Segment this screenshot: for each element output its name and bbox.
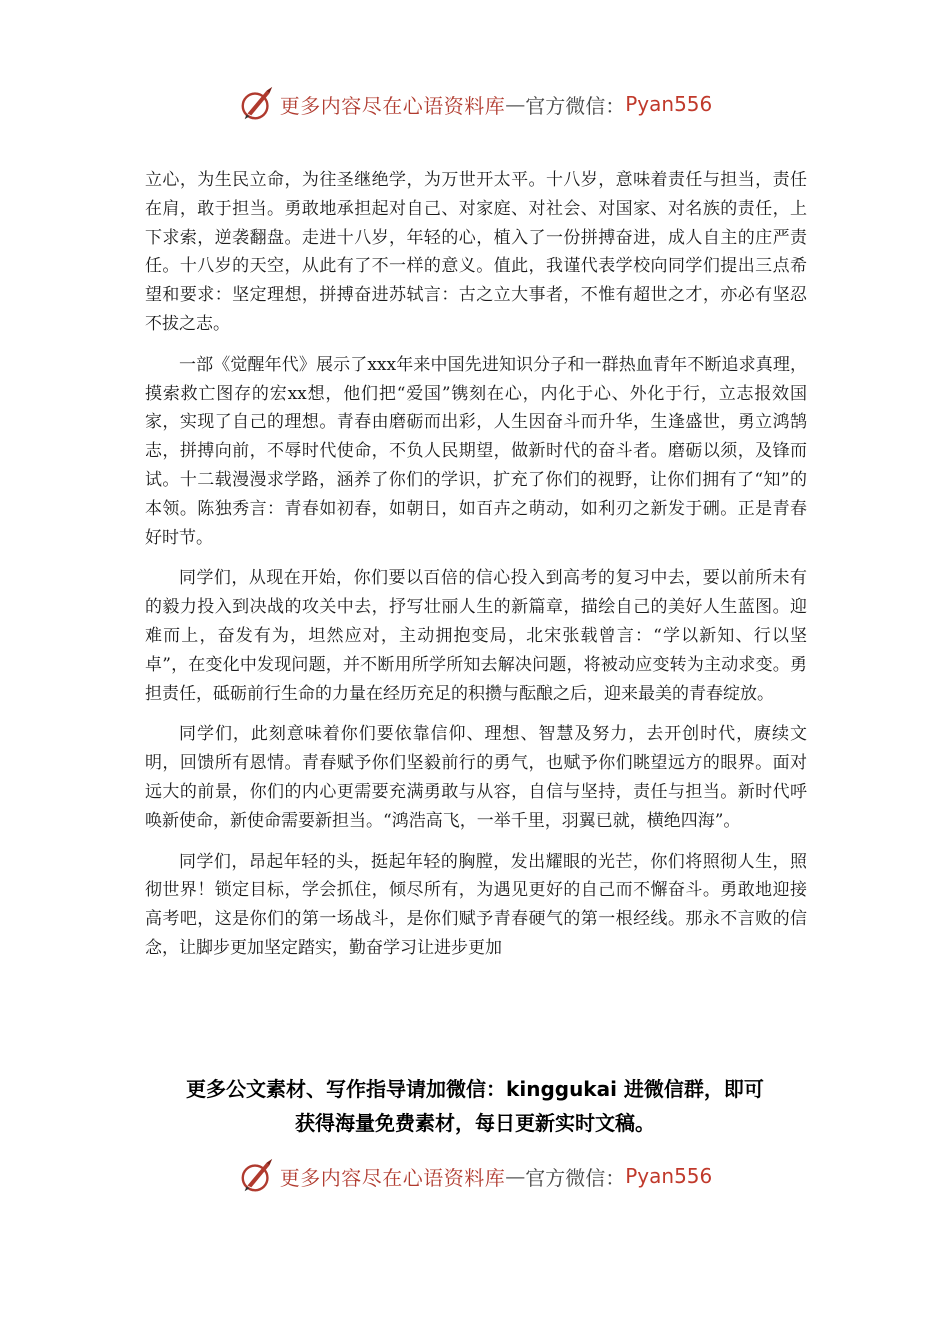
promo-line-1: 更多公文素材、写作指导请加微信：kinggukai 进微信群，即可 (186, 1077, 764, 1101)
paragraph-3: 同学们，从现在开始，你们要以百倍的信心投入到高考的复习中去，要以前所未有的毅力投入到决战的攻关中去，抒写壮丽人生的新篇章，描绘自己的美好人生蓝图。迎难而上，奋发有为，坦然应对，主动拥抱变局，北宋张载曾言：“学以新知、行以坚卓”，在变化中发现问题，并不断用所学所知去解决问题，将被动应变转为主动求变。勇担责任，砥砺前行生命的力量在经历充足的积攒与酝酿之后，迎来最美的青春绽放。 (145, 568, 807, 704)
wechat-id: Pyan556 (625, 1164, 713, 1188)
promo-line-2: 获得海量免费素材，每日更新实时文稿。 (295, 1111, 655, 1135)
promo-notice (120, 1072, 830, 1140)
document-body (145, 166, 807, 975)
brand-name: 更多内容尽在心语资料库 (279, 1165, 506, 1190)
paragraph-2: 一部《觉醒年代》展示了xxx年来中国先进知识分子和一群热血青年不断追求真理，摸索救亡图存的宏xx想，他们把“爱国”镌刻在心，内化于心、外化于行，立志报效国家，实现了自己的理想。青春由磨砺而出彩，人生因奋斗而升华，生逢盛世，勇立鸿鹄志，拼搏向前，不辱时代使命，不负人民期望，做新时代的奋斗者。磨砺以须，及锋而试。十二载漫漫求学路，涵养了你们的学识，扩充了你们的视野，让你们拥有了“知”的本领。陈独秀言：青春如初春，如朝日，如百卉之萌动，如利刃之新发于硎。正是青春好时节。 (145, 354, 807, 548)
paragraph-4: 同学们，此刻意味着你们要依靠信仰、理想、智慧及努力，去开创时代，赓续文明，回馈所有恩情。青春赋予你们坚毅前行的勇气，也赋予你们眺望远方的眼界。面对远大的前景，你们的内心更需要充满勇敢与从容，自信与坚持，责任与担当。新时代呼唤新使命，新使命需要新担当。“鸿浩高飞，一举千里，羽翼已就，横绝四海”。 (145, 724, 807, 831)
paragraph-1: 立心，为生民立命，为往圣继绝学，为万世开太平。十八岁，意味着责任与担当，责任在肩，敢于担当。勇敢地承担起对自己、对家庭、对社会、对国家、对名族的责任，上下求索，逆袭翻盘。走进十八岁，年轻的心，植入了一份拼搏奋进，成人自主的庄严责任。十八岁的天空，从此有了不一样的意义。值此，我谨代表学校向同学们提出三点希望和要求：坚定理想，拼搏奋进苏轼言：古之立大事者，不惟有超世之才，亦必有坚忍不拔之志。 (145, 170, 807, 334)
separator: — (505, 1164, 526, 1188)
wechat-id: Pyan556 (625, 92, 713, 116)
brand-name: 更多内容尽在心语资料库 (279, 93, 506, 118)
separator: — (505, 92, 526, 116)
footer-banner (0, 1154, 950, 1198)
quill-pen-logo-icon (238, 85, 276, 123)
header-banner (0, 82, 950, 126)
wechat-label: 官方微信： (525, 1165, 626, 1190)
wechat-label: 官方微信： (525, 93, 626, 118)
quill-pen-logo-icon (238, 1157, 276, 1195)
paragraph-5: 同学们，昂起年轻的头，挺起年轻的胸膛，发出耀眼的光芒，你们将照彻人生，照彻世界！锁定目标，学会抓住，倾尽所有，为遇见更好的自己而不懈奋斗。勇敢地迎接高考吧，这是你们的第一场战斗，是你们赋予青春硬气的第一根经线。那永不言败的信念，让脚步更加坚定踏实，勤奋学习让进步更加 (145, 851, 807, 958)
